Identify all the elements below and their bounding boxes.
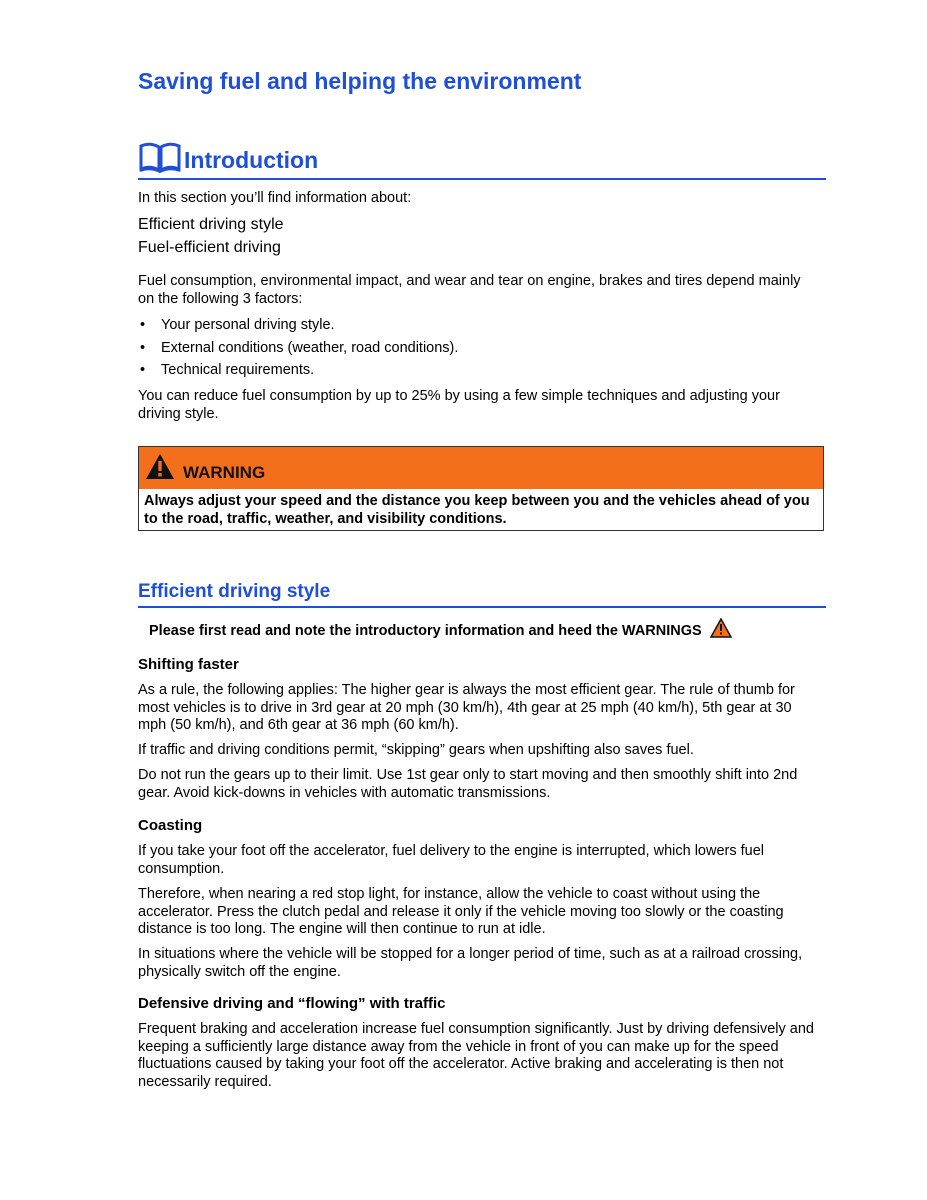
section-title: Efficient driving style — [138, 581, 331, 602]
list-item-text: Your personal driving style. — [161, 317, 335, 333]
intro-header — [138, 138, 826, 180]
coasting-paragraph-3: In situations where the vehicle will be stopped for a longer period of time, such as at a railroad crossing, physically switch off the engine. — [138, 946, 803, 980]
warning-box — [138, 446, 824, 531]
warning-triangle-icon — [710, 618, 732, 638]
intro-lead: In this section you’ll find information about: — [138, 190, 412, 206]
intro-title: Introduction — [184, 147, 319, 173]
warning-header — [139, 447, 823, 489]
link-efficient-driving-style[interactable]: Efficient driving style — [138, 216, 284, 233]
bullet-dot: • — [140, 340, 146, 356]
coasting-paragraph-1: If you take your foot off the accelerator, fuel delivery to the engine is interrupted, which lowers fuel consumption. — [138, 843, 764, 877]
warning-triangle-icon — [145, 453, 175, 480]
coasting-heading: Coasting — [138, 817, 203, 834]
coasting-paragraph-2: Therefore, when nearing a red stop light, for instance, allow the vehicle to coast without using the accelerator. Press the clutch pedal and release it only if the vehicle moving too slowly or the coasting distance is too long. The engine will then continue to run at idle. — [138, 886, 784, 937]
intro-note-text: Please first read and note the introductory information and heed the WARNINGS — [149, 623, 702, 639]
shifting-paragraph-1: As a rule, the following applies: The higher gear is always the most efficient gear. The rule of thumb for most vehicles is to drive in 3rd gear at 20 mph (30 km/h), 4th gear at 25 mph (40 km/h), 5th gear at 30 mph (50 km/h), and 6th gear at 36 mph (60 km/h). — [138, 682, 795, 733]
intro-note — [149, 618, 732, 639]
warning-title: WARNING — [183, 463, 266, 482]
list-item-text: External conditions (weather, road conditions). — [161, 340, 459, 356]
open-book-icon — [138, 140, 182, 174]
shifting-paragraph-2: If traffic and driving conditions permit, “skipping” gears when upshifting also saves fuel. — [138, 742, 694, 758]
bullet-dot: • — [140, 362, 146, 378]
page-title: Saving fuel and helping the environment — [138, 68, 582, 94]
bullet-dot: • — [140, 317, 146, 333]
warning-body: Always adjust your speed and the distance you keep between you and the vehicles ahead of you to the road, traffic, weather, and visibility conditions. — [144, 493, 810, 527]
defensive-heading: Defensive driving and “flowing” with traffic — [138, 995, 446, 1012]
shifting-heading: Shifting faster — [138, 656, 239, 673]
defensive-paragraph-1: Frequent braking and acceleration increase fuel consumption significantly. Just by driving defensively and keeping a sufficiently large distance away from the vehicle in front of you can make up for the speed fluctuations caused by taking your foot off the accelerator. Active braking and accelerating is then not necessarily required. — [138, 1021, 814, 1090]
link-fuel-efficient-driving[interactable]: Fuel-efficient driving — [138, 239, 281, 256]
list-item-text: Technical requirements. — [161, 362, 315, 378]
factors-paragraph: Fuel consumption, environmental impact, and wear and tear on engine, brakes and tires depend mainly on the following 3 factors: — [138, 273, 801, 307]
shifting-paragraph-3: Do not run the gears up to their limit. Use 1st gear only to start moving and then smoothly shift into 2nd gear. Avoid kick-downs in vehicles with automatic transmissions. — [138, 767, 798, 801]
section-header — [138, 576, 826, 608]
reduce-paragraph: You can reduce fuel consumption by up to 25% by using a few simple techniques and adjusting your driving style. — [138, 388, 780, 422]
